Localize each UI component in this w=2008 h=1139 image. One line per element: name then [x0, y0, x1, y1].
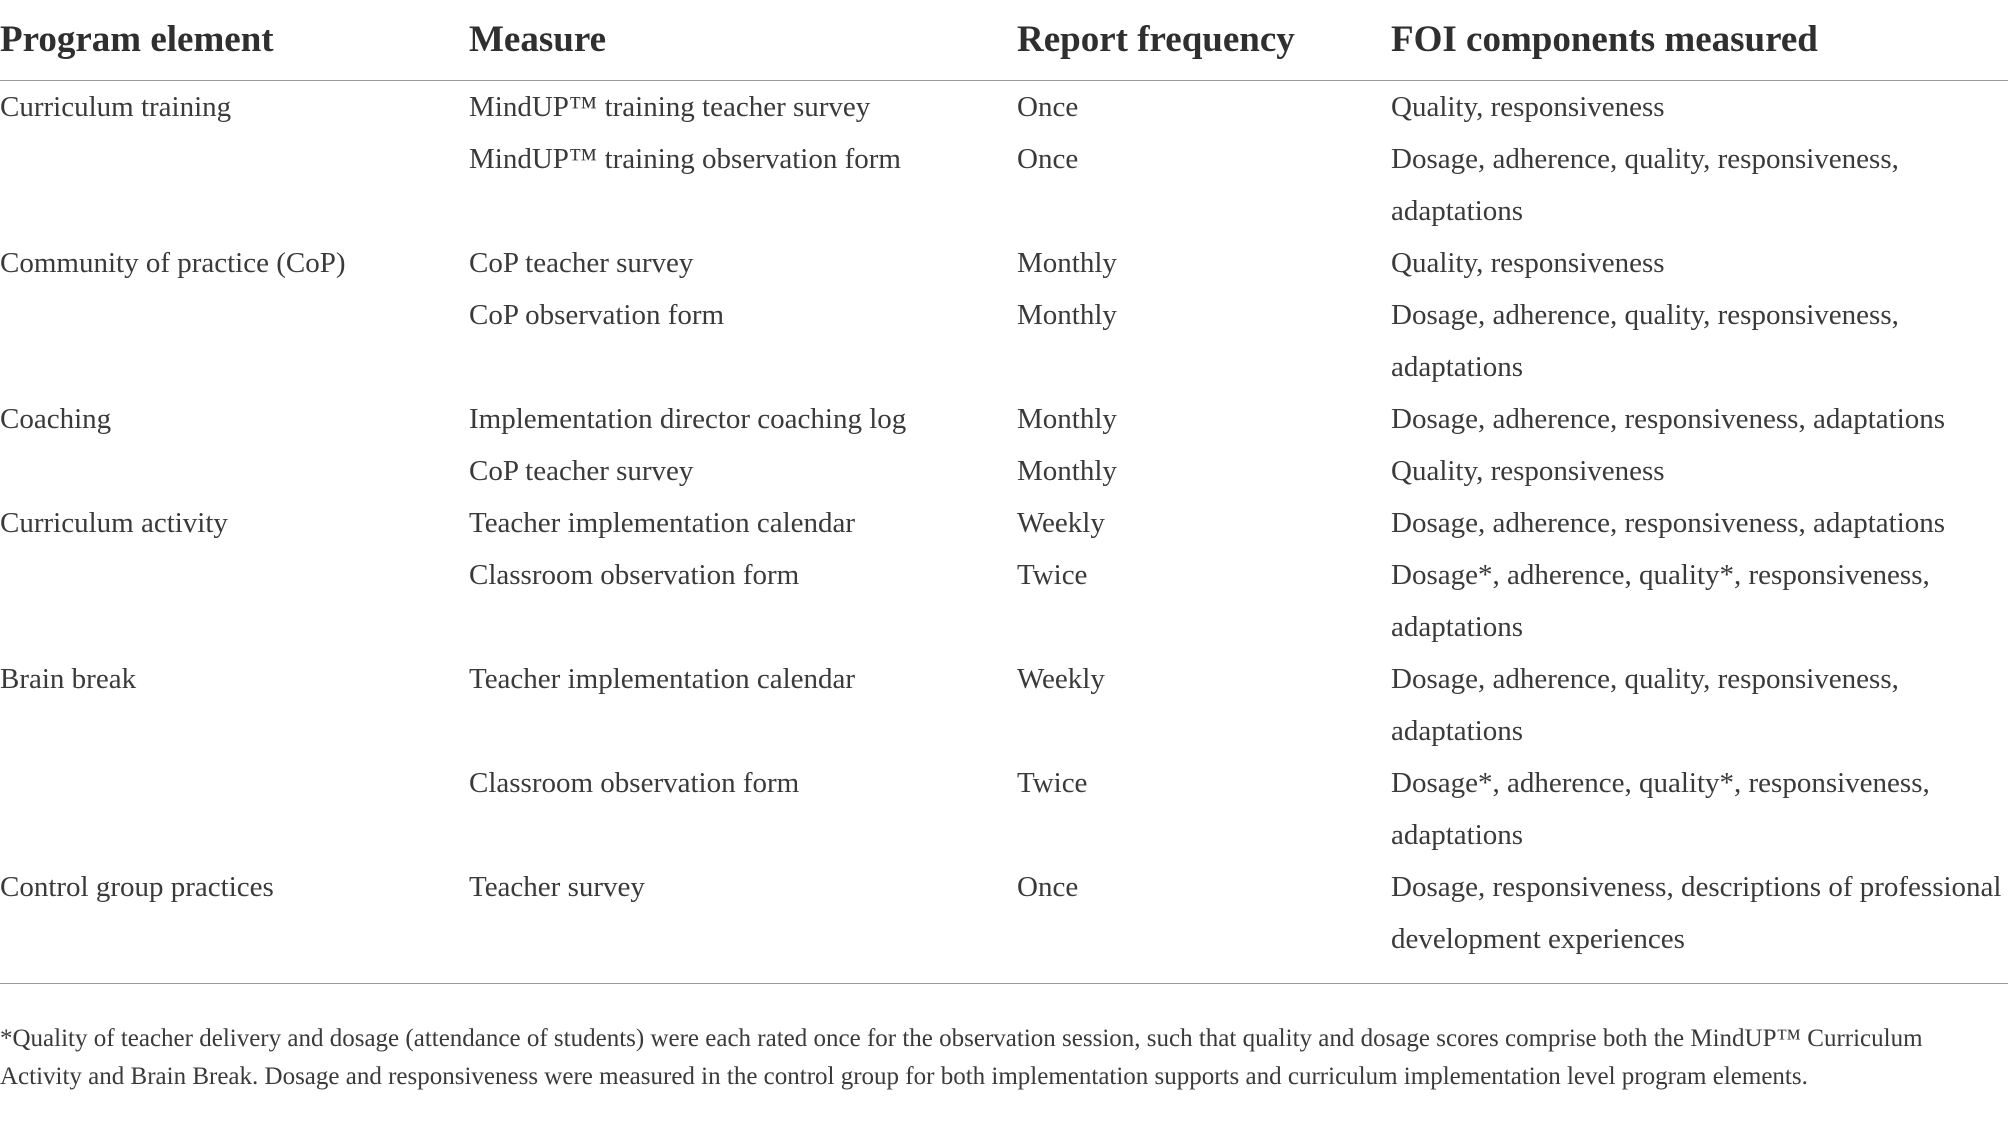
cell-measure: Teacher implementation calendar [469, 507, 856, 539]
cell-measure: CoP observation form [469, 299, 725, 331]
cell-program-element [0, 289, 469, 393]
cell-components: Dosage, responsiveness, descriptions of professional development experiences [1391, 861, 2008, 984]
cell-measure: Implementation director coaching log [469, 403, 907, 435]
cell-program-element [0, 445, 469, 497]
cell-components: Dosage*, adherence, quality*, responsiveness, adaptations [1391, 559, 1930, 643]
table-row [0, 757, 2008, 861]
header-program-element: Program element [0, 0, 469, 81]
cell-frequency: Once [1017, 143, 1079, 175]
cell-components: Quality, responsiveness [1391, 455, 1665, 487]
table-body [0, 81, 2008, 984]
cell-measure: Classroom observation form [469, 559, 800, 591]
table-row [0, 133, 2008, 237]
header-row [0, 0, 2008, 81]
cell-program-element [0, 757, 469, 861]
table-row [0, 237, 2008, 289]
cell-measure: CoP teacher survey [469, 247, 694, 279]
cell-frequency: Weekly [1017, 507, 1105, 539]
header-report-frequency: Report frequency [1017, 0, 1391, 81]
cell-frequency: Once [1017, 91, 1079, 123]
cell-frequency: Twice [1017, 767, 1088, 799]
cell-program-element [0, 549, 469, 653]
cell-frequency: Weekly [1017, 663, 1105, 695]
header-measure: Measure [469, 0, 1017, 81]
table-row [0, 81, 2008, 134]
table-row [0, 497, 2008, 549]
cell-measure: Classroom observation form [469, 767, 800, 799]
cell-components: Quality, responsiveness [1391, 247, 1665, 279]
cell-program-element: Curriculum activity [0, 507, 228, 539]
cell-frequency: Monthly [1017, 403, 1117, 435]
table-row [0, 445, 2008, 497]
table-row [0, 289, 2008, 393]
cell-frequency: Monthly [1017, 247, 1117, 279]
cell-frequency: Twice [1017, 559, 1088, 591]
cell-measure: MindUP™ training teacher survey [469, 91, 871, 123]
table-footnote: *Quality of teacher delivery and dosage (attendance of students) were each rated once for the observation session, such that quality and dosage scores comprise both the MindUP™ Curriculum Activity and Brain Break. Dosage and responsiveness were measured in the control group for both implementation supports and curriculum implementation level program elements. [0, 1025, 1923, 1090]
cell-measure: Teacher survey [469, 861, 1017, 984]
table-row [0, 549, 2008, 653]
table-row [0, 653, 2008, 757]
cell-program-element: Coaching [0, 403, 112, 435]
cell-components: Dosage, adherence, responsiveness, adaptations [1391, 507, 1946, 539]
cell-components: Dosage, adherence, quality, responsiveness, adaptations [1391, 143, 1899, 227]
cell-frequency: Monthly [1017, 455, 1117, 487]
table-row [0, 861, 2008, 984]
table-row [0, 393, 2008, 445]
cell-program-element: Control group practices [0, 861, 469, 984]
cell-program-element [0, 133, 469, 237]
cell-components: Quality, responsiveness [1391, 91, 1665, 123]
header-foi-components: FOI components measured [1391, 0, 2008, 81]
cell-components: Dosage, adherence, quality, responsiveness, adaptations [1391, 299, 1899, 383]
cell-measure: CoP teacher survey [469, 455, 694, 487]
cell-program-element: Brain break [0, 663, 137, 695]
cell-program-element: Community of practice (CoP) [0, 247, 346, 279]
cell-measure: Teacher implementation calendar [469, 663, 856, 695]
table-header [0, 0, 2008, 81]
cell-components: Dosage, adherence, quality, responsiveness, adaptations [1391, 663, 1899, 747]
cell-program-element: Curriculum training [0, 91, 232, 123]
cell-components: Dosage, adherence, responsiveness, adaptations [1391, 403, 1946, 435]
cell-measure: MindUP™ training observation form [469, 143, 901, 175]
cell-frequency: Monthly [1017, 299, 1117, 331]
cell-components: Dosage*, adherence, quality*, responsiveness, adaptations [1391, 767, 1930, 851]
cell-frequency: Once [1017, 861, 1391, 984]
